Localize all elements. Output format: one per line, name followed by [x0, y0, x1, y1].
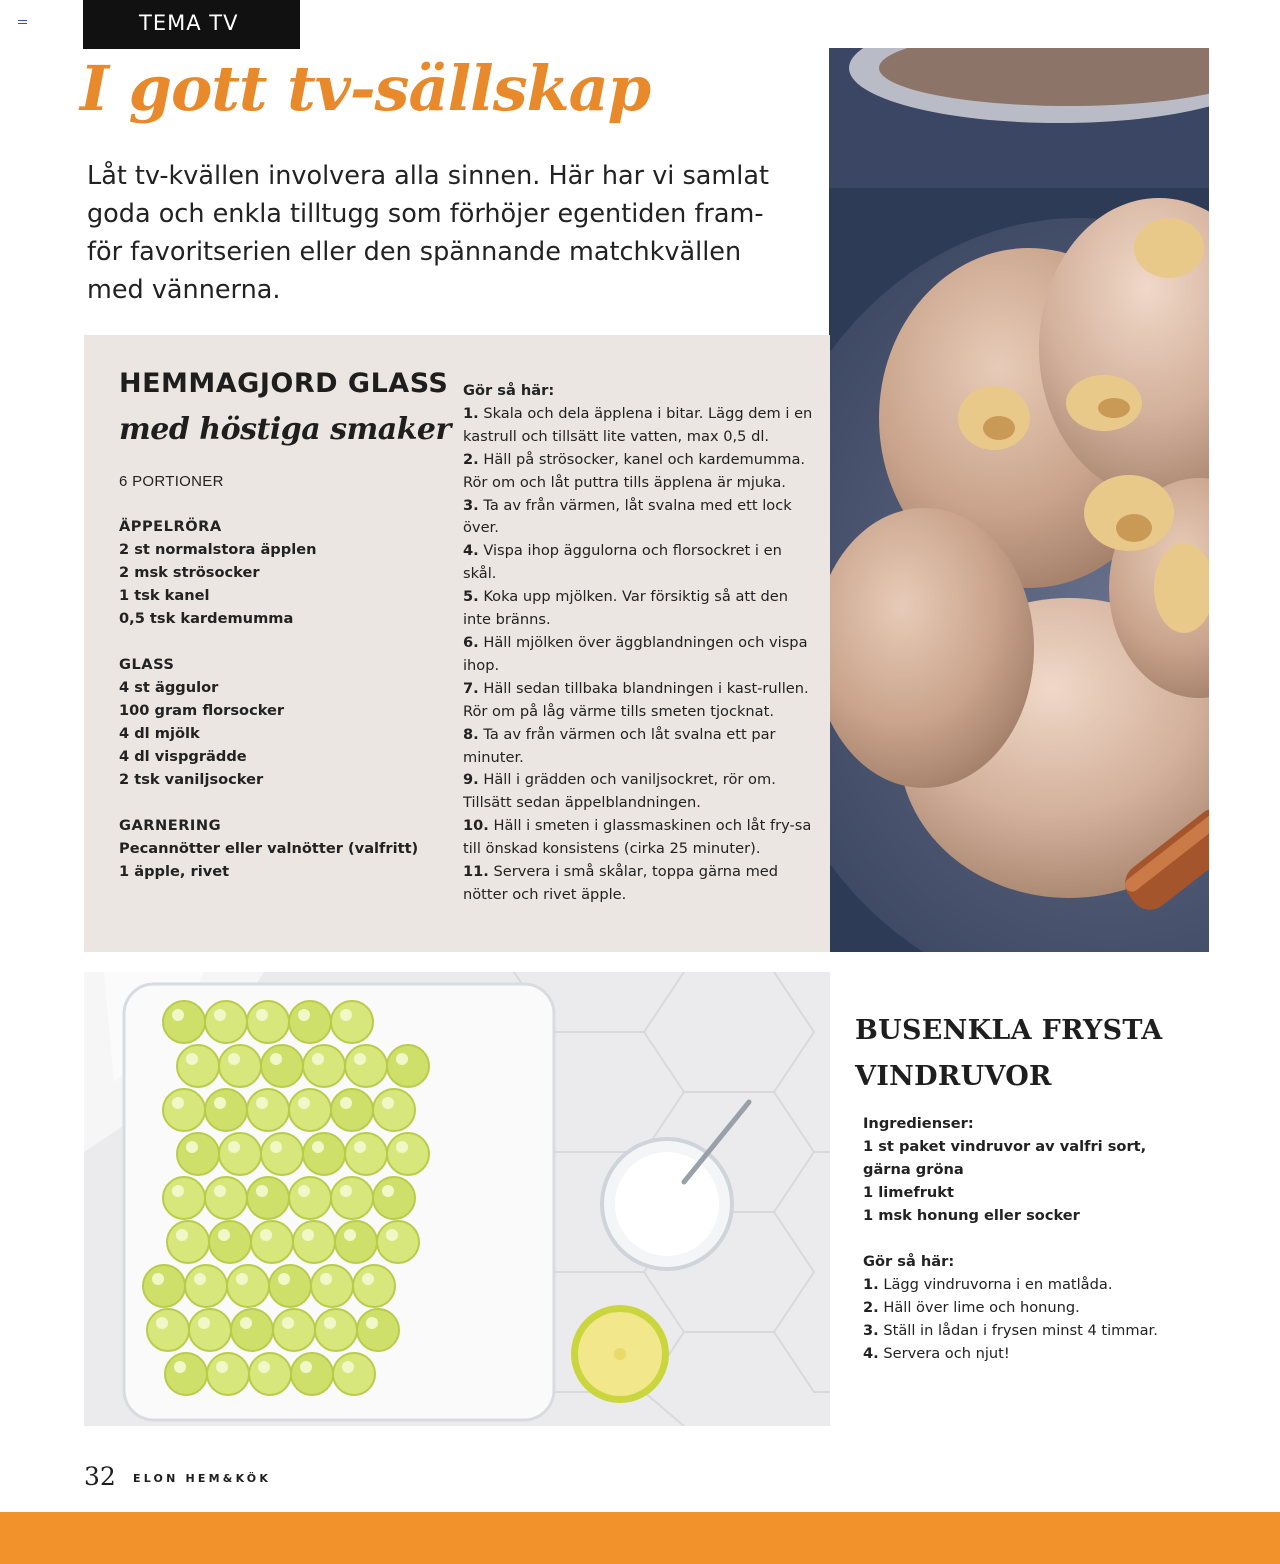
- frozen-grapes-photo: [84, 972, 830, 1426]
- recipe-title: HEMMAGJORD GLASS: [119, 368, 449, 399]
- instructions: [463, 380, 815, 907]
- ingredient-item: 100 gram florsocker: [119, 702, 285, 719]
- step-item: 4. Vispa ihop äggulorna och florsockret i en skål.: [463, 542, 782, 583]
- step-item: 10. Häll i smeten i glassmaskinen och låt fry-sa till önskad konsistens (cirka 25 minuter).: [463, 817, 812, 858]
- step-item: 3. Ställ in lådan i frysen minst 4 timmar.: [863, 1322, 1158, 1339]
- ingredient-item: 2 tsk vaniljsocker: [119, 771, 264, 788]
- page-title: I gott tv-sällskap: [80, 52, 651, 125]
- ingredient-group: [119, 515, 439, 630]
- ingredient-group: [119, 653, 439, 791]
- step-item: 6. Häll mjölken över äggblandningen och vispa ihop.: [463, 633, 808, 674]
- ingredient-item: 1 st paket vindruvor av valfri sort, gärna gröna: [863, 1138, 1147, 1178]
- ingredient-item: 1 limefrukt: [863, 1184, 954, 1201]
- recipe2-title: BUSENKLA FRYSTA VINDRUVOR: [855, 1015, 1163, 1092]
- recipe2-ingredients-heading: Ingredienser:: [863, 1115, 974, 1132]
- page-number: 32: [84, 1462, 116, 1491]
- ingredient-group-heading: GLASS: [119, 656, 175, 673]
- ingredient-item: 1 msk honung eller socker: [863, 1207, 1080, 1224]
- ingredient-item: 1 tsk kanel: [119, 587, 210, 604]
- recipe2-ingredients: [863, 1135, 1193, 1227]
- ingredient-item: 2 st normalstora äpplen: [119, 541, 317, 558]
- step-item: 3. Ta av från värmen, låt svalna med ett lock över.: [463, 496, 792, 537]
- portions-label: 6 PORTIONER: [119, 473, 224, 490]
- recipe2-steps-heading: Gör så här:: [863, 1253, 955, 1270]
- menu-icon[interactable]: [18, 20, 27, 27]
- step-item: 1. Lägg vindruvorna i en matlåda.: [863, 1276, 1113, 1293]
- ingredient-item: Pecannötter eller valnötter (valfritt): [119, 840, 419, 857]
- step-item: 7. Häll sedan tillbaka blandningen i kast-rullen. Rör om på låg värme tills smeten tjocknat.: [463, 679, 809, 720]
- magazine-name: ELON HEM&KÖK: [133, 1472, 272, 1485]
- footer-bar: [0, 1512, 1280, 1564]
- steps-heading: Gör så här:: [463, 382, 555, 399]
- ingredient-item: 4 dl vispgrädde: [119, 748, 247, 765]
- step-item: 1. Skala och dela äpplena i bitar. Lägg dem i en kastrull och tillsätt lite vatten, max 0,5 dl.: [463, 404, 813, 445]
- ingredients-list: [119, 515, 439, 906]
- ingredient-group: [119, 814, 439, 883]
- step-item: 4. Servera och njut!: [863, 1345, 1010, 1362]
- ingredient-item: 1 äpple, rivet: [119, 863, 230, 880]
- recipe-subtitle: med höstiga smaker: [119, 412, 451, 447]
- step-item: 5. Koka upp mjölken. Var försiktig så att den inte bränns.: [463, 588, 788, 629]
- step-item: 2. Häll över lime och honung.: [863, 1299, 1080, 1316]
- step-item: 8. Ta av från värmen och låt svalna ett par minuter.: [463, 725, 776, 766]
- section-tag: TEMA TV: [83, 0, 300, 49]
- ingredient-item: 4 dl mjölk: [119, 725, 200, 742]
- recipe2-body: [863, 1112, 1193, 1365]
- step-item: 9. Häll i grädden och vaniljsockret, rör om. Tillsätt sedan äppelblandningen.: [463, 771, 776, 812]
- step-item: 11. Servera i små skålar, toppa gärna med nötter och rivet äpple.: [463, 863, 779, 903]
- ingredient-item: 2 msk strösocker: [119, 564, 260, 581]
- step-item: 2. Häll på strösocker, kanel och kardemumma. Rör om och låt puttra tills äpplena är mjuka.: [463, 450, 806, 491]
- ingredient-item: 0,5 tsk kardemumma: [119, 610, 294, 627]
- ingredient-item: 4 st äggulor: [119, 679, 219, 696]
- ingredient-group-heading: ÄPPELRÖRA: [119, 518, 222, 535]
- ingredient-group-heading: GARNERING: [119, 817, 222, 834]
- intro-text: Låt tv-kvällen involvera alla sinnen. Här har vi samlat goda och enkla tilltugg som förhöjer egentiden fram-för favoritserien eller den spännande matchkvällen med vännerna.: [87, 161, 769, 305]
- icecream-photo: [829, 48, 1209, 952]
